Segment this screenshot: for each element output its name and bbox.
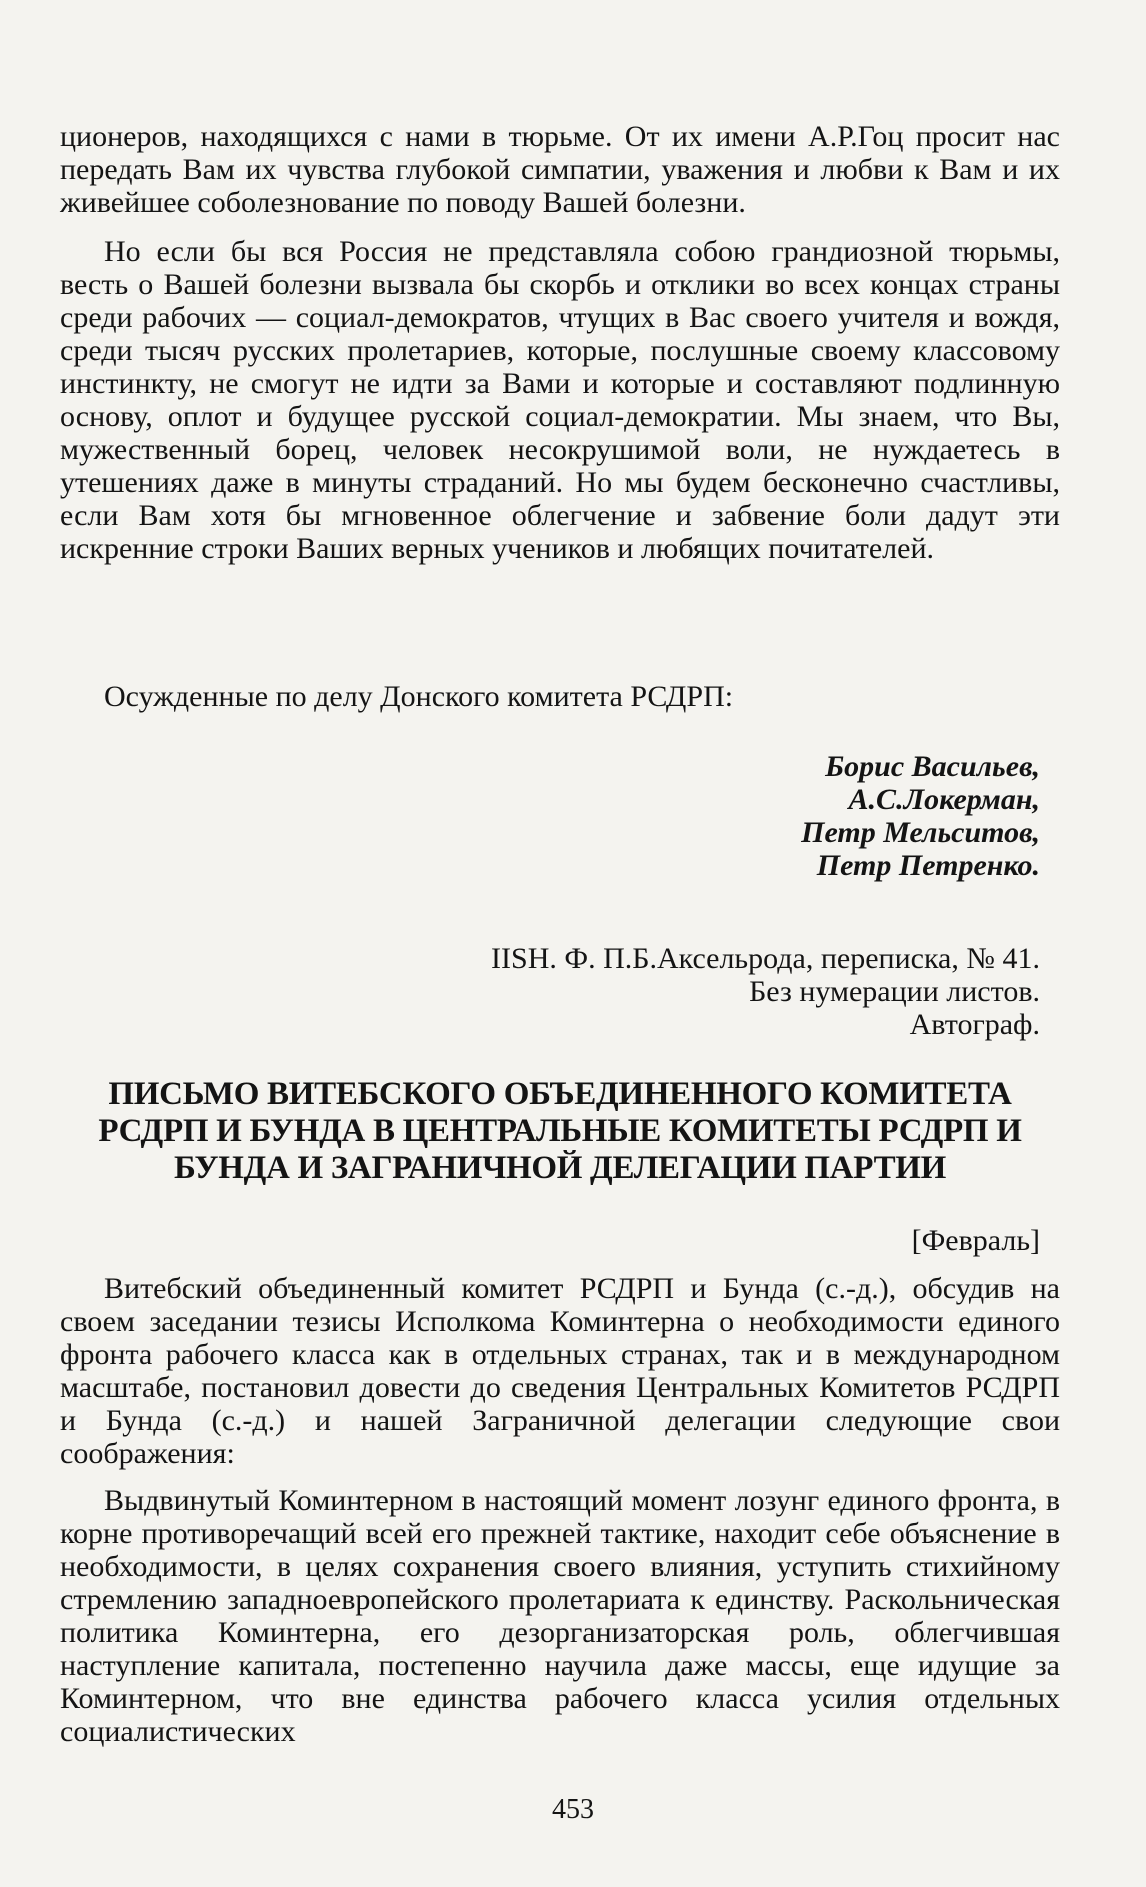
signatories-intro: Осужденные по делу Донского комитета РСДРП: [104, 680, 734, 713]
document-type: Автограф. [909, 1008, 1040, 1041]
signature-name: Петр Петренко. [816, 849, 1040, 882]
document-body [60, 1272, 1060, 1748]
document-date: [Февраль] [911, 1224, 1040, 1257]
letter-body [60, 120, 1060, 565]
signature-name: А.С.Локерман, [848, 783, 1040, 816]
paragraph: Витебский объединенный комитет РСДРП и Бунда (с.-д.), обсудив на своем заседании тезисы Исполкома Коминтерна о необходимости единого фронта рабочего класса как в отдельных странах, так и в международном масштабе, постановил довести до сведения Центральных Комитетов РСДРП и Бунда (с.-д.) и нашей Заграничной делегации следующие свои соображения: [60, 1272, 1060, 1470]
archive-reference: IISH. Ф. П.Б.Аксельрода, переписка, № 41. [491, 942, 1040, 975]
paragraph: Но если бы вся Россия не представляла собою грандиозной тюрьмы, весть о Вашей болезни вызвала бы скорбь и отклики во всех концах страны среди рабочих — социал-демократов, чтущих в Вас своего учителя и вождя, среди тысяч русских пролетариев, которые, послушные своему классовому инстинкту, не смогут не идти за Вами и которые и составляют подлинную основу, оплот и будущее русской социал-демократии. Мы знаем, что Вы, мужественный борец, человек несокрушимой воли, не нуждаетесь в утешениях даже в минуты страданий. Но мы будем бесконечно счастливы, если Вам хотя бы мгновенное облегчение и забвение боли дадут эти искренние строки Ваших верных учеников и любящих почитателей. [60, 235, 1060, 565]
paragraph: Выдвинутый Коминтерном в настоящий момент лозунг единого фронта, в корне противоречащий всей его прежней тактике, находит себе объяснение в необходимости, в целях сохранения своего влияния, уступить стихийному стремлению западноевропейского пролетариата к единству. Раскольническая политика Коминтерна, его дезорганизаторская роль, облегчившая наступление капитала, постепенно научила даже массы, еще идущие за Коминтерном, что вне единства рабочего класса усилия отдельных социалистических [60, 1484, 1060, 1748]
signatures [801, 750, 1040, 882]
source-reference [491, 942, 1040, 1041]
page-note: Без нумерации листов. [749, 975, 1040, 1008]
signature-name: Петр Мельситов, [801, 816, 1040, 849]
paragraph: ционеров, находящихся с нами в тюрьме. От их имени А.Р.Гоц просит нас передать Вам их чувства глубокой симпатии, уважения и любви к Вам и их живейшее соболезнование по поводу Вашей болезни. [60, 120, 1060, 219]
signature-name: Борис Васильев, [825, 750, 1040, 783]
page-number: 453 [552, 1794, 594, 1825]
document-title: ПИСЬМО ВИТЕБСКОГО ОБЪЕДИНЕННОГО КОМИТЕТА РСДРП И БУНДА В ЦЕНТРАЛЬНЫЕ КОМИТЕТЫ РСДРП И БУНДА И ЗАГРАНИЧНОЙ ДЕЛЕГАЦИИ ПАРТИИ [98, 1076, 1022, 1186]
